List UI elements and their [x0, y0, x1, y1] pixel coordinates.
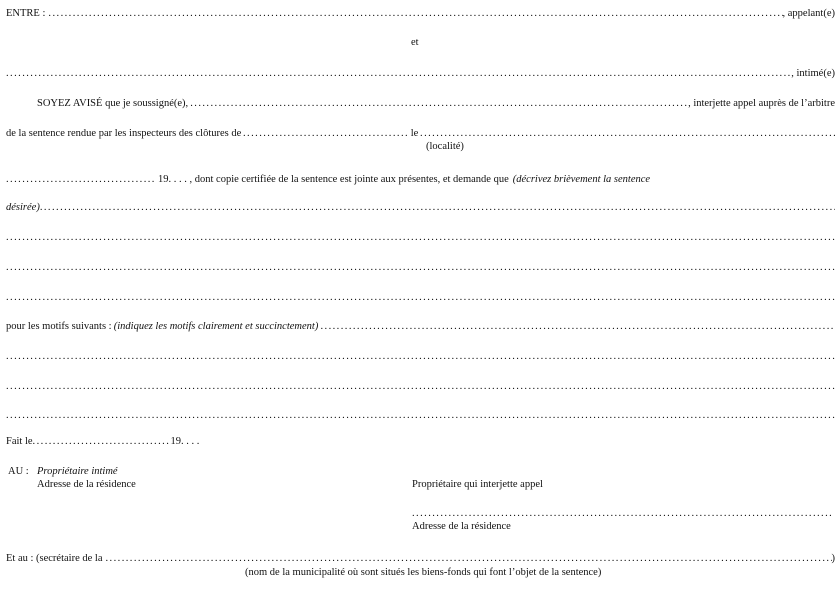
et-label: et [411, 37, 419, 48]
etau-suffix: ) [831, 553, 835, 564]
appelant-address-label: Adresse de la résidence [412, 521, 511, 532]
appelant-suffix: , appelant(e) [782, 8, 835, 19]
fait-prefix: Fait le [6, 436, 33, 447]
municipalite-field[interactable] [106, 552, 832, 565]
sentence-desc-field-4[interactable] [6, 291, 835, 304]
sentence-line [6, 127, 835, 140]
blank-line-2 [6, 261, 835, 274]
sentence-desc-field-1[interactable] [40, 201, 835, 214]
appelant-signature-line [412, 507, 831, 520]
date-field[interactable] [420, 127, 835, 140]
blank-line-5 [6, 380, 835, 393]
blank-line-4 [6, 350, 835, 363]
etau-prefix: Et au : (secrétaire de la [6, 553, 103, 564]
motifs-prefix: pour les motifs suivants : [6, 321, 112, 332]
blank-line-6 [6, 409, 835, 422]
localite-caption: (localité) [426, 141, 464, 152]
entre-line [6, 7, 835, 20]
proprietaire-intime-label: Propriétaire intimé [37, 466, 118, 477]
sentence-desc-field-3[interactable] [6, 261, 835, 274]
blank-line-1 [6, 231, 835, 244]
blank-line-3 [6, 291, 835, 304]
fait-suffix: 19. . . . [170, 436, 200, 447]
date-line-text: 19. . . . , dont copie certifiée de la sentence est jointe aux présentes, et demande que [158, 174, 509, 185]
etau-line [6, 552, 835, 565]
motifs-italic: (indiquez les motifs clairement et succinctement) [113, 321, 319, 332]
au-label: AU : [8, 466, 29, 477]
motifs-field-3[interactable] [6, 380, 835, 393]
appelant-name-field[interactable] [48, 7, 782, 20]
motifs-field-2[interactable] [6, 350, 835, 363]
avis-suffix: , interjette appel auprès de l’arbitre [688, 98, 835, 109]
intime-address-label: Adresse de la résidence [37, 479, 136, 490]
date-line [6, 173, 835, 186]
fait-line [6, 435, 199, 448]
sentence-desc-field-2[interactable] [6, 231, 835, 244]
desiree-label: désirée) [6, 202, 40, 213]
avis-prefix: SOYEZ AVISÉ que je soussigné(e), [37, 98, 189, 109]
fait-date-field[interactable] [33, 435, 171, 448]
soussigne-name-field[interactable] [190, 97, 688, 110]
intime-name-field[interactable] [6, 67, 791, 80]
date-line-italic: (décrivez brièvement la sentence [512, 174, 651, 185]
sentence-mid: le [410, 128, 419, 139]
motifs-field-1[interactable] [320, 320, 835, 333]
appelant-signature-field[interactable] [412, 507, 831, 520]
entre-label: ENTRE : [6, 8, 46, 19]
intime-suffix: , intimé(e) [791, 68, 835, 79]
appelant-title: Propriétaire qui interjette appel [412, 479, 543, 490]
avis-line [37, 97, 835, 110]
motifs-line [6, 320, 835, 333]
desiree-line [6, 201, 835, 214]
day-month-field[interactable] [6, 173, 154, 186]
municipalite-caption: (nom de la municipalité où sont situés les biens-fonds qui font l’objet de la sentence) [245, 567, 602, 578]
localite-field[interactable] [243, 127, 409, 140]
motifs-field-4[interactable] [6, 409, 835, 422]
intime-line [6, 67, 835, 80]
sentence-prefix: de la sentence rendue par les inspecteurs des clôtures de [6, 128, 242, 139]
